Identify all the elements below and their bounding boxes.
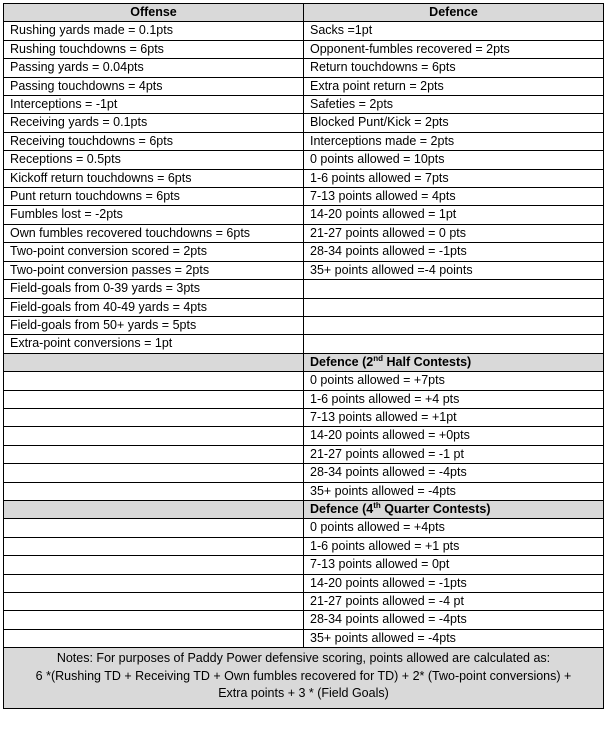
offense-rule: Kickoff return touchdowns = 6pts — [4, 169, 304, 187]
fourth-quarter-rule: 35+ points allowed = -4pts — [304, 629, 604, 647]
table-row — [4, 22, 604, 40]
defence-rule — [304, 298, 604, 316]
table-row — [4, 298, 604, 316]
title-superscript: nd — [373, 353, 384, 363]
offense-rule: Rushing yards made = 0.1pts — [4, 22, 304, 40]
fourth-quarter-rule: 7-13 points allowed = 0pt — [304, 556, 604, 574]
defence-rule — [304, 316, 604, 334]
table-row — [4, 59, 604, 77]
offense-rule: Two-point conversion scored = 2pts — [4, 243, 304, 261]
notes-line: Extra points + 3 * (Field Goals) — [218, 686, 389, 701]
blank-cell — [4, 629, 304, 647]
blank-cell — [4, 556, 304, 574]
offense-header: Offense — [4, 4, 304, 22]
table-row — [4, 335, 604, 353]
table-row — [4, 206, 604, 224]
defence-rule: Extra point return = 2pts — [304, 77, 604, 95]
offense-rule: Interceptions = -1pt — [4, 96, 304, 114]
second-half-rule: 21-27 points allowed = -1 pt — [304, 445, 604, 463]
table-row — [4, 574, 604, 592]
fourth-quarter-rule: 0 points allowed = +4pts — [304, 519, 604, 537]
offense-rule: Passing touchdowns = 4pts — [4, 77, 304, 95]
scoring-table — [3, 3, 604, 709]
table-row — [4, 390, 604, 408]
title-text: Defence (4 — [310, 501, 374, 516]
table-row — [4, 96, 604, 114]
offense-rule: Field-goals from 50+ yards = 5pts — [4, 316, 304, 334]
table-row — [4, 169, 604, 187]
fourth-quarter-title — [304, 500, 604, 518]
defence-rule: Interceptions made = 2pts — [304, 132, 604, 150]
defence-rule: Safeties = 2pts — [304, 96, 604, 114]
table-row — [4, 114, 604, 132]
defence-rule — [304, 335, 604, 353]
table-row — [4, 261, 604, 279]
offense-rule: Field-goals from 0-39 yards = 3pts — [4, 280, 304, 298]
title-text: Half Contests) — [383, 354, 472, 369]
offense-rule: Fumbles lost = -2pts — [4, 206, 304, 224]
blank-cell — [4, 574, 304, 592]
defence-header: Defence — [304, 4, 604, 22]
table-row — [4, 372, 604, 390]
defence-rule: Sacks =1pt — [304, 22, 604, 40]
title-text: Defence (2 — [310, 354, 374, 369]
title-text: Quarter Contests) — [380, 501, 491, 516]
table-row — [4, 224, 604, 242]
notes-cell — [4, 648, 604, 709]
blank-cell — [4, 464, 304, 482]
blank-cell — [4, 445, 304, 463]
defence-rule: 35+ points allowed =-4 points — [304, 261, 604, 279]
table-row — [4, 537, 604, 555]
table-row — [4, 427, 604, 445]
defence-rule: 1-6 points allowed = 7pts — [304, 169, 604, 187]
offense-rule: Receiving touchdowns = 6pts — [4, 132, 304, 150]
blank-cell — [4, 372, 304, 390]
blank-cell — [4, 519, 304, 537]
second-half-header-row — [4, 353, 604, 371]
defence-rule: 28-34 points allowed = -1pts — [304, 243, 604, 261]
defence-rule: 14-20 points allowed = 1pt — [304, 206, 604, 224]
offense-rule: Punt return touchdowns = 6pts — [4, 188, 304, 206]
offense-rule: Receptions = 0.5pts — [4, 151, 304, 169]
second-half-rule: 14-20 points allowed = +0pts — [304, 427, 604, 445]
second-half-rule: 1-6 points allowed = +4 pts — [304, 390, 604, 408]
blank-cell — [4, 427, 304, 445]
blank-cell — [4, 390, 304, 408]
table-row — [4, 593, 604, 611]
second-half-rule: 0 points allowed = +7pts — [304, 372, 604, 390]
notes-row — [4, 648, 604, 709]
offense-rule: Extra-point conversions = 1pt — [4, 335, 304, 353]
notes-line: 6 *(Rushing TD + Receiving TD + Own fumbles recovered for TD) + 2* (Two-point conversions) + — [35, 668, 572, 683]
defence-rule: 0 points allowed = 10pts — [304, 151, 604, 169]
table-row — [4, 188, 604, 206]
table-row — [4, 40, 604, 58]
blank-cell — [4, 537, 304, 555]
defence-rule: Opponent-fumbles recovered = 2pts — [304, 40, 604, 58]
second-half-rule: 7-13 points allowed = +1pt — [304, 408, 604, 426]
defence-rule: Return touchdowns = 6pts — [304, 59, 604, 77]
blank-cell — [4, 408, 304, 426]
offense-rule: Receiving yards = 0.1pts — [4, 114, 304, 132]
fourth-quarter-header-row — [4, 500, 604, 518]
offense-rule: Rushing touchdowns = 6pts — [4, 40, 304, 58]
blank-cell — [4, 500, 304, 518]
defence-rule: Blocked Punt/Kick = 2pts — [304, 114, 604, 132]
table-row — [4, 280, 604, 298]
table-row — [4, 556, 604, 574]
offense-rule: Field-goals from 40-49 yards = 4pts — [4, 298, 304, 316]
offense-rule: Passing yards = 0.04pts — [4, 59, 304, 77]
blank-cell — [4, 593, 304, 611]
notes-line: Notes: For purposes of Paddy Power defensive scoring, points allowed are calculated as: — [56, 651, 551, 666]
header-row — [4, 4, 604, 22]
second-half-title — [304, 353, 604, 371]
second-half-rule: 28-34 points allowed = -4pts — [304, 464, 604, 482]
table-row — [4, 316, 604, 334]
table-row — [4, 151, 604, 169]
offense-rule: Own fumbles recovered touchdowns = 6pts — [4, 224, 304, 242]
blank-cell — [4, 611, 304, 629]
table-row — [4, 482, 604, 500]
title-superscript: th — [373, 500, 381, 510]
table-row — [4, 243, 604, 261]
blank-cell — [4, 482, 304, 500]
defence-rule — [304, 280, 604, 298]
fourth-quarter-rule: 28-34 points allowed = -4pts — [304, 611, 604, 629]
table-row — [4, 408, 604, 426]
table-row — [4, 629, 604, 647]
offense-rule: Two-point conversion passes = 2pts — [4, 261, 304, 279]
defence-rule: 7-13 points allowed = 4pts — [304, 188, 604, 206]
table-row — [4, 519, 604, 537]
table-row — [4, 445, 604, 463]
fourth-quarter-rule: 21-27 points allowed = -4 pt — [304, 593, 604, 611]
table-row — [4, 464, 604, 482]
blank-cell — [4, 353, 304, 371]
fourth-quarter-rule: 14-20 points allowed = -1pts — [304, 574, 604, 592]
second-half-rule: 35+ points allowed = -4pts — [304, 482, 604, 500]
table-row — [4, 611, 604, 629]
table-row — [4, 77, 604, 95]
table-row — [4, 132, 604, 150]
fourth-quarter-rule: 1-6 points allowed = +1 pts — [304, 537, 604, 555]
defence-rule: 21-27 points allowed = 0 pts — [304, 224, 604, 242]
